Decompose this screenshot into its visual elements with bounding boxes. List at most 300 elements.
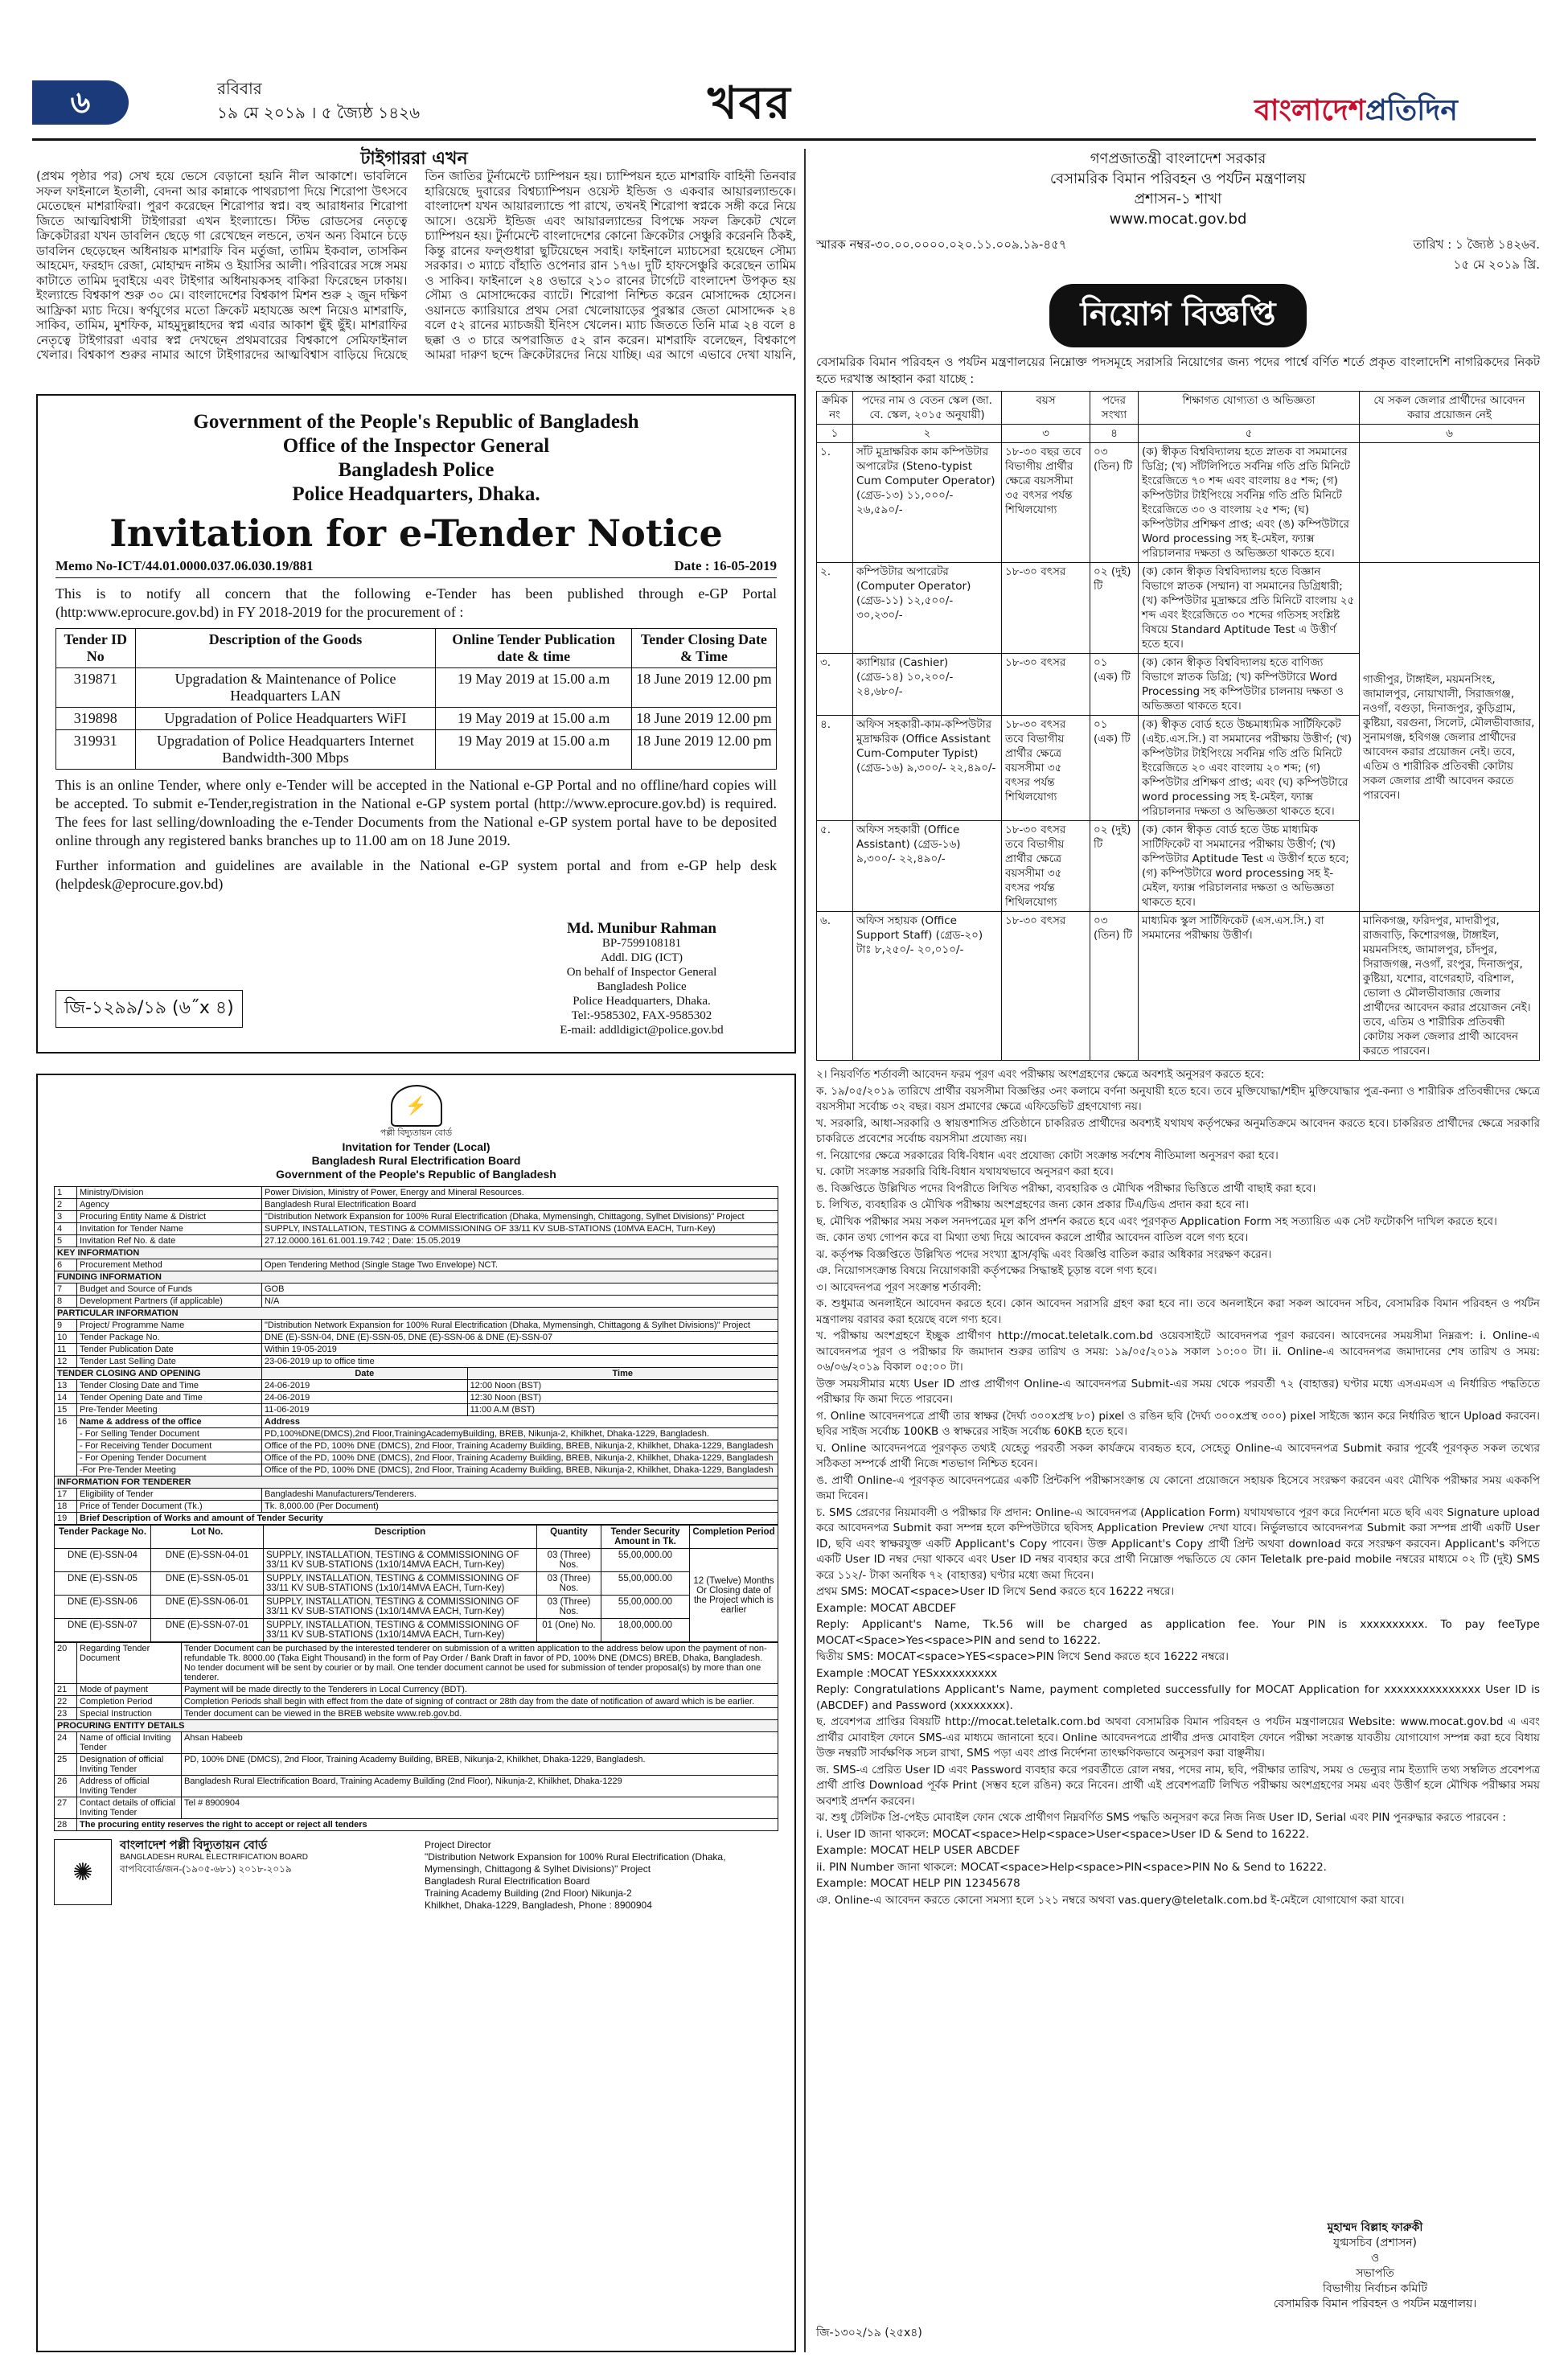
- col-header: পদের সংখ্যা: [1090, 392, 1139, 425]
- police-notice-title: Invitation for e-Tender Notice: [109, 511, 723, 555]
- row-num: 22: [55, 1696, 77, 1708]
- table-row: [55, 1572, 778, 1596]
- lot-package: DNE (E)-SSN-04: [55, 1549, 151, 1572]
- lot-amount: 18,00,000.00: [601, 1619, 690, 1642]
- reb-foot-r3: Bangladesh Rural Electrification Board: [425, 1875, 590, 1887]
- col-header: Date: [262, 1368, 468, 1380]
- reb-foot-r1: Project Director: [425, 1839, 491, 1850]
- row-num: 21: [55, 1684, 77, 1696]
- tender-pub: 19 May 2019 at 15.00 a.m: [436, 668, 631, 708]
- vacancy-post: সাঁট মুদ্রাক্ষরিক কাম কম্পিউটার অপারেটর (Steno-typist Cum Computer Operator) (গ্রেড-১৩) ১১,০০০/- ২৬,৫৯০/-: [853, 443, 1002, 563]
- col-header: Completion Period: [690, 1526, 778, 1549]
- section-label: KEY INFORMATION: [55, 1247, 778, 1259]
- condition-item: দ্বিতীয় SMS: MOCAT<space>YES<space>PIN লিখে Send করতে হবে 16222 নম্বরে।: [816, 1650, 1229, 1663]
- condition-item: ঞ. Online-এ আবেদন করতে কোনো সমস্যা হলে ১২১ নম্বরে অথবা vas.query@teletalk.com.bd ই-মেইলে যোগাযোগ করা যাবে।: [816, 1893, 1405, 1907]
- masthead: [0, 0, 1568, 141]
- table-row: [55, 1320, 778, 1332]
- table-row: [55, 1513, 778, 1525]
- row-value: Within 19-05-2019: [262, 1344, 778, 1356]
- sig-title: বেসামরিক বিমান পরিবহন ও পর্যটন মন্ত্রণালয়।: [1273, 2298, 1477, 2310]
- col-number: ৪: [1090, 425, 1139, 443]
- police-date: Date : 16-05-2019: [674, 558, 777, 573]
- section-title: খবর: [708, 77, 792, 129]
- row-key: Invitation for Tender Name: [77, 1223, 262, 1235]
- section-label: PARTICULAR INFORMATION: [55, 1308, 778, 1320]
- row-num: 17: [55, 1489, 77, 1501]
- col-header: Tender ID No: [56, 629, 136, 668]
- police-header-2: Office of the Inspector General: [282, 435, 550, 457]
- police-memo-line: [55, 558, 777, 578]
- col-number: ৫: [1139, 425, 1360, 443]
- row-key: Ministry/Division: [77, 1187, 262, 1199]
- col-header: Tender Closing Date & Time: [631, 629, 776, 668]
- condition-item: i. User ID জানা থাকলে: MOCAT<space>Help<space>User<space>User ID & Send to 16222.: [816, 1827, 1310, 1841]
- row-num: 11: [55, 1344, 77, 1356]
- gov-header-2: বেসামরিক বিমান পরিবহন ও পর্যটন মন্ত্রণালয়: [1049, 170, 1307, 187]
- lot-completion: 12 (Twelve) Months Or Closing date of the Project which is earlier: [690, 1549, 778, 1642]
- row-value: PD,100%DNE(DMCS),2nd Floor,TrainingAcademyBuilding, BREB, Nikunja-2, Khilkhet, Dhaka-1229, Bangladesh.: [262, 1428, 778, 1440]
- reb-info-table: [54, 1186, 778, 1525]
- row-num: 13: [55, 1380, 77, 1392]
- table-row: [55, 1380, 778, 1392]
- vacancy-age: ১৮-৩০ বৎসর তবে বিভাগীয় প্রার্থীর ক্ষেত্রে বয়সসীমা ৩৫ বৎসর পর্যন্ত শিথিলযোগ্য: [1002, 716, 1090, 821]
- col-header: শিক্ষাগত যোগ্যতা ও অভিজ্ঞতা: [1139, 392, 1360, 425]
- row-value: Tel # 8900904: [182, 1797, 778, 1819]
- sig-line: On behalf of Inspector General Bangladesh Police: [566, 966, 717, 993]
- tender-desc: Upgradation of Police Headquarters Internet Bandwidth-300 Mbps: [135, 730, 436, 770]
- table-row: [55, 1223, 778, 1235]
- row-key: Price of Tender Document (Tk.): [77, 1501, 262, 1513]
- row-num: 9: [55, 1320, 77, 1332]
- row-num: 26: [55, 1776, 77, 1797]
- condition-item: চ. লিখিত, ব্যবহারিক ও মৌখিক পরীক্ষায় অংশগ্রহণের জন্য কোন প্রকার টিএ/ডিএ প্রদান করা হবে না।: [816, 1198, 1249, 1211]
- row-key: Pre-Tender Meeting: [77, 1404, 262, 1416]
- table-row: [56, 708, 777, 730]
- lot-amount: 55,00,000.00: [601, 1572, 690, 1596]
- sig-email[interactable]: E-mail: addldigict@police.gov.bd: [560, 1024, 724, 1037]
- vacancy-serial: ৫.: [817, 821, 853, 912]
- table-row: [55, 1404, 778, 1416]
- vacancy-count: ০১ (এক) টি: [1090, 654, 1139, 716]
- condition-item: Example :MOCAT YESxxxxxxxxxx: [816, 1666, 998, 1680]
- row-key: Contact details of official Inviting Tender: [77, 1797, 182, 1819]
- table-row: [55, 1684, 778, 1696]
- col-header: Description: [264, 1526, 537, 1549]
- row-num: 16: [55, 1416, 77, 1477]
- vacancy-age: ১৮-৩০ বৎসর: [1002, 912, 1090, 1061]
- row-key: Address of official Inviting Tender: [77, 1776, 182, 1797]
- tender-id: 319931: [56, 730, 136, 770]
- vacancy-qualification: (ক) স্বীকৃত বিশ্ববিদ্যালয় হতে স্নাতক বা সমমানের ডিগ্রি; (খ) সাঁটলিপিতে সর্বনিম্ন গতি প্রতি মিনিটে ইংরেজিতে ৭০ শব্দ এবং বাংলায় ৪৫ শব্দ; (গ) কম্পিউটার টাইপিংয়ে সর্বনিম্ন গতি প্রতি মিনিটে ইংরেজিতে ৩০ ও বাংলায় ২৫ শব্দ; (ঘ) কম্পিউটার প্রশিক্ষণ প্রাপ্ত; এবং (ঙ) কম্পিউটারে Word processing সহ ই-মেইল, ফ্যাক্স পরিচালনার দক্ষতা ও অভিজ্ঞতা থাকতে হবে।: [1139, 443, 1360, 563]
- vacancy-serial: ৪.: [817, 716, 853, 821]
- tender-pub: 19 May 2019 at 15.00 a.m: [436, 730, 631, 770]
- notice-title: নিয়োগ বিজ্ঞপ্তি: [1049, 284, 1307, 347]
- sig-title: ও: [1370, 2252, 1380, 2265]
- row-num: 18: [55, 1501, 77, 1513]
- table-row: [55, 1797, 778, 1819]
- lot-no: DNE (E)-SSN-06-01: [151, 1596, 264, 1619]
- sig-office: Police Headquarters, Dhaka.: [573, 995, 711, 1008]
- condition-item: Reply: Applicant's Name, Tk.56 will be charged as application fee. Your PIN is xxxxxxxxxx. To pay feeType MOCAT<Space>Yes<space>PIN and send to 16222.: [816, 1618, 1540, 1647]
- reb-footer-text: [120, 1839, 308, 1875]
- conditions-list: [816, 1067, 1540, 1908]
- table-row: [55, 1344, 778, 1356]
- reb-foot-r5: Khilkhet, Dhaka-1229, Bangladesh, Phone : 8900904: [425, 1900, 652, 1911]
- condition-item: উক্ত সময়সীমার মধ্যে User ID প্রাপ্ত প্রার্থীগণ Online-এ আবেদনপত্র Submit-এর সময় থেকে পরবর্তী ৭২ (বাহাত্তর) ঘণ্টার মধ্যে এসএমএস এ নির্ধারিত পদ্ধতিতে পরীক্ষার ফি জমা দিতে পারবেন।: [816, 1377, 1540, 1406]
- vacancy-districts: [1360, 443, 1540, 563]
- sig-title: যুগ্মসচিব (প্রশাসন): [1332, 2236, 1418, 2249]
- tender-close: 18 June 2019 12.00 pm: [631, 668, 776, 708]
- mocat-signature: [1242, 2220, 1508, 2312]
- lot-package: DNE (E)-SSN-06: [55, 1596, 151, 1619]
- section-row: [55, 1247, 778, 1259]
- row-key: Eligibility of Tender: [77, 1489, 262, 1501]
- reb-footer-right: [425, 1839, 778, 1912]
- row-key: Designation of official Inviting Tender: [77, 1754, 182, 1776]
- row-date: 11-06-2019: [262, 1404, 468, 1416]
- date-label: ১৯ মে ২০১৯ । ৫ জ্যৈষ্ঠ ১৪২৬: [217, 103, 421, 122]
- table-row: [55, 1259, 778, 1271]
- table-row: [55, 1489, 778, 1501]
- row-num: 20: [55, 1643, 77, 1684]
- police-gcode: জি-১২৯৯/১৯ (৬˝x ৪): [55, 990, 243, 1028]
- row-value: Office of the PD, 100% DNE (DMCS), 2nd Floor, Training Academy Building, BREB, Nikunja-2, Khilkhet, Dhaka-1229, Bangladesh: [262, 1464, 778, 1477]
- condition-item: জ. কোন তথ্য গোপন করে বা মিথ্যা তথ্য দিয়ে আবেদন করলে প্রার্থীর আবেদন বাতিল বলে গণ্য হবে।: [816, 1231, 1249, 1244]
- condition-item: গ. Online আবেদনপত্রে প্রার্থী তার স্বাক্ষর (দৈর্ঘ্য ৩০০xপ্রস্থ ৮০) pixel ও রঙিন ছবি (দৈর্ঘ্য ৩০০xপ্রস্থ ৩০০) pixel সাইজে স্ক্যান করে নির্ধারিত স্থানে Upload করবেন। ছবির সাইজ সর্বোচ্চ 100KB ও স্বাক্ষরের সাইজ সর্বোচ্চ 60KB হতে হবে।: [816, 1409, 1540, 1438]
- reb-title-1: Invitation for Tender (Local): [342, 1140, 491, 1153]
- row-num: 3: [55, 1211, 77, 1223]
- row-num: 10: [55, 1332, 77, 1344]
- tender-close: 18 June 2019 12.00 pm: [631, 730, 776, 770]
- row-key: The procuring entity reserves the right to accept or reject all tenders: [77, 1819, 778, 1831]
- reb-foot-3: বাপবিবোর্ড/জন-(১৯০৫-৬৮১) ২০১৮-২০১৯: [120, 1863, 292, 1875]
- row-key: Mode of payment: [77, 1684, 182, 1696]
- row-value: GOB: [262, 1284, 778, 1296]
- tender-pub: 19 May 2019 at 15.00 a.m: [436, 708, 631, 730]
- row-value: Completion Periods shall begin with effect from the date of signing of contract or 28th day from the date of notification of award which is be earlier.: [182, 1696, 778, 1708]
- table-row: [55, 1732, 778, 1754]
- table-row: [55, 1596, 778, 1619]
- police-para-2: This is an online Tender, where only e-Tender will be accepted in the National e-GP Portal and no offline/hard copies will be accepted. To submit e-Tender,registration in the National e-GP system portal (http://www.eprocure.gov.bd) is required. The fees for last selling/downloading the e-Tender Documents from the National e-GP system portal have to be deposited online through any registered banks branches up to 11.00 am on 18 June 2019.: [55, 777, 777, 848]
- row-key: Tender Package No.: [77, 1332, 262, 1344]
- row-value: Ahsan Habeeb: [182, 1732, 778, 1754]
- col-header: পদের নাম ও বেতন স্কেল (জা. বে. স্কেল, ২০১৫ অনুযায়ী): [853, 392, 1002, 425]
- table-row: [817, 563, 1540, 654]
- vacancy-count: ০৩ (তিন) টি: [1090, 443, 1139, 563]
- police-para-3: Further information and guidelines are available in the National e-GP system portal and from e-GP help desk (helpdesk@eprocure.gov.bd): [55, 857, 777, 892]
- table-row: [55, 1754, 778, 1776]
- lot-qty: 01 (One) No.: [537, 1619, 601, 1642]
- row-value: PD, 100% DNE (DMCS), 2nd Floor, Training Academy Building, BREB, Nikunja-2, Khilkhet, Dhaka-1229, Bangladesh.: [182, 1754, 778, 1776]
- reb-title-2: Bangladesh Rural Electrification Board: [311, 1154, 521, 1167]
- vacancy-serial: ৩.: [817, 654, 853, 716]
- memo-date-2: ১৫ মে ২০১৯ খ্রি.: [1453, 257, 1540, 272]
- row-num: 8: [55, 1296, 77, 1308]
- table-row: [55, 1235, 778, 1247]
- reb-footer-left: [54, 1839, 308, 1912]
- lot-no: DNE (E)-SSN-04-01: [151, 1549, 264, 1572]
- vacancy-districts: গাজীপুর, টাঙ্গাইল, ময়মনসিংহ, জামালপুর, নোয়াখালী, সিরাজগঞ্জ, নওগাঁ, বগুড়া, দিনাজপুর, কুড়িগ্রাম, কুষ্টিয়া, বরগুনা, সিলেট, মৌলভীবাজার, সুনামগঞ্জ, হবিগঞ্জ জেলার প্রার্থীদের আবেদন করার প্রয়োজন নেই। তবে, এতিম ও শারীরিক প্রতিবন্ধী কোটায় সকল জেলার প্রার্থী আবেদন করতে পারবেন।: [1360, 563, 1540, 912]
- header-rule: [32, 138, 1536, 141]
- lot-desc: SUPPLY, INSTALLATION, TESTING & COMMISSIONING OF 33/11 KV SUB-STATIONS (1x10/14MVA EACH, Turn-Key): [264, 1596, 537, 1619]
- news-headline: টাইগাররা এখন: [360, 149, 468, 169]
- condition-item: গ. নিয়োগের ক্ষেত্রে সরকারের বিধি-বিধান এবং প্রযোজ্য কোটা সংক্রান্ত সর্বশেষ নীতিমালা অনুসরণ করা হবে।: [816, 1148, 1279, 1162]
- police-tender-table: [55, 628, 777, 770]
- table-row: [55, 1501, 778, 1513]
- section-row: [55, 1308, 778, 1320]
- col-number: ৬: [1360, 425, 1540, 443]
- condition-item: জ. SMS-এ প্রেরিত User ID এবং Password ব্যবহার করে পরবর্তীতে রোল নম্বর, পদের নাম, ছবি, পরীক্ষার তারিখ, সময় ও ভেন্যুর নাম ইত্যাদি তথ্য সম্বলিত প্রবেশপত্র প্রার্থী প্রাপ্তি Download পূর্বক Print (সম্ভব হলে রঙিন) করে নিবেন। প্রার্থী এই প্রবেশপত্রটি লিখিত পরীক্ষায় অংশগ্রহণের সময় এবং উত্তীর্ণ হলে মৌখিক পরীক্ষার সময় অবশ্যই প্রদর্শন করবেন।: [816, 1763, 1540, 1808]
- table-row: [55, 1284, 778, 1296]
- gov-header-3: প্রশাসন-১ শাখা: [1134, 191, 1222, 207]
- row-num: 23: [55, 1708, 77, 1720]
- table-row: [817, 912, 1540, 1061]
- condition-item: খ. পরীক্ষায় অংশগ্রহণে ইচ্ছুক প্রার্থীগণ http://mocat.teletalk.com.bd ওয়েবসাইটে আবেদনপত্র পূরণ করবেন। আবেদনের সময়সীমা নিম্নরূপ: i. Online-এ আবেদনপত্র পূরণ ও পরীক্ষার ফি জমাদান শুরুর তারিখ ও সময়: ১৯/০৫/২০১৯ সকাল ১০:০০ টা। ii. Online-এ আবেদনপত্র জমাদানের শেষ তারিখ ও সময়: ০৬/০৬/২০১৯ বিকাল ০৫:০০ টা।: [816, 1329, 1540, 1374]
- row-key: Project/ Programme Name: [77, 1320, 262, 1332]
- col-header: বয়স: [1002, 392, 1090, 425]
- lot-desc: SUPPLY, INSTALLATION, TESTING & COMMISSIONING OF 33/11 KV SUB-STATIONS (1x10/14MVA EACH, Turn-Key): [264, 1549, 537, 1572]
- row-num: 27: [55, 1797, 77, 1819]
- row-value: 23-06-2019 up to office time: [262, 1356, 778, 1368]
- vacancy-age: ১৮-৩০ বৎসর: [1002, 563, 1090, 654]
- table-row: [55, 1696, 778, 1708]
- tender-id: 319871: [56, 668, 136, 708]
- condition-item: ৩। আবেদনপত্র পূরণ সংক্রান্ত শর্তাবলী:: [816, 1280, 982, 1294]
- row-value: Power Division, Ministry of Power, Energy and Mineral Resources.: [262, 1187, 778, 1199]
- memo-date-1: তারিখ : ১ জ্যৈষ্ঠ ১৪২৬ব.: [1413, 237, 1540, 252]
- col-header: Tender Package No.: [55, 1526, 151, 1549]
- police-header-4: Police Headquarters, Dhaka.: [292, 483, 540, 505]
- table-row: [55, 1392, 778, 1404]
- col-header: Lot No.: [151, 1526, 264, 1549]
- table-row: [55, 1464, 778, 1477]
- row-key: Brief Description of Works and amount of Tender Security: [77, 1513, 778, 1525]
- condition-item: ঙ. বিজ্ঞপ্তিতে উল্লিখিত পদের বিপরীতে লিখিত পরীক্ষা, ব্যবহারিক ও মৌখিক পরীক্ষার ভিত্তিতে প্রার্থী বাছাই করা হবে।: [816, 1181, 1316, 1195]
- lot-desc: SUPPLY, INSTALLATION, TESTING & COMMISSIONING OF 33/11 KV SUB-STATIONS (1x10/14MVA EACH, Turn-Key): [264, 1572, 537, 1596]
- row-key: Development Partners (if applicable): [77, 1296, 262, 1308]
- memo-dates: [1413, 236, 1540, 276]
- sig-title: সভাপতি: [1356, 2267, 1394, 2280]
- vacancy-age: ১৮-৩০ বছর তবে বিভাগীয় প্রার্থীর ক্ষেত্রে বয়সসীমা ৩৫ বৎসর পর্যন্ত শিথিলযোগ্য: [1002, 443, 1090, 563]
- lot-qty: 03 (Three) Nos.: [537, 1596, 601, 1619]
- vacancy-post: অফিস সহকারী (Office Assistant) (গ্রেড-১৬) ৯,৩০০/- ২২,৪৯০/-: [853, 821, 1002, 912]
- row-num: 7: [55, 1284, 77, 1296]
- lot-amount: 55,00,000.00: [601, 1549, 690, 1572]
- reb-lot-table: [54, 1525, 778, 1642]
- row-key: Special Instruction: [77, 1708, 182, 1720]
- col-header: Description of the Goods: [135, 629, 436, 668]
- newspaper-logo: [1254, 88, 1458, 137]
- sig-title: Addl. DIG (ICT): [600, 951, 683, 964]
- reb-seal-icon: ✺: [54, 1839, 112, 1905]
- sig-title: বিভাগীয় নির্বাচন কমিটি: [1323, 2282, 1427, 2295]
- row-num: 19: [55, 1513, 77, 1525]
- police-memo: Memo No-ICT/44.01.0000.037.06.030.19/881: [55, 558, 314, 573]
- notice-intro: বেসামরিক বিমান পরিবহন ও পর্যটন মন্ত্রণালয়ের নিম্নোক্ত পদসমূহে সরাসরি নিয়োগের জন্য পদের পার্শ্বে বর্ণিত শর্তে প্রকৃত বাংলাদেশি নাগরিকদের নিকট হতে দরখাস্ত আহ্বান করা যাচ্ছে :: [816, 355, 1540, 386]
- memo-number: স্মারক নম্বর-৩০.০০.০০০০.০২০.১১.০০৯.১৯-৪৫৭: [816, 237, 1067, 252]
- condition-item: ঘ. কোটা সংক্রান্ত সরকারি বিধি-বিধান যথাযথভাবে অনুসরণ করা হবে।: [816, 1165, 1114, 1178]
- condition-item: ঘ. Online আবেদনপত্রে পূরণকৃত তথ্যই যেহেতু পরবর্তী সকল কার্যক্রমে ব্যবহৃত হবে, সেহেতু Online-এ আবেদনপত্র Submit করার পূর্বেই পূরণকৃত সকল তথ্যের সঠিকতা সম্পর্কে প্রার্থী নিজে শতভাগ নিশ্চিত হবেন।: [816, 1441, 1540, 1470]
- gov-website[interactable]: www.mocat.gov.bd: [1109, 211, 1247, 228]
- condition-item: প্রথম SMS: MOCAT<space>User ID লিখে Send করতে হবে 16222 নম্বরে।: [816, 1585, 1175, 1598]
- tender-desc: Upgradation & Maintenance of Police Headquarters LAN: [135, 668, 436, 708]
- row-num: 6: [55, 1259, 77, 1271]
- table-row: [56, 730, 777, 770]
- row-key: Budget and Source of Funds: [77, 1284, 262, 1296]
- col-header: Time: [467, 1368, 778, 1380]
- row-value: Bangladesh Rural Electrification Board: [262, 1199, 778, 1211]
- condition-item: ঞ. নিয়োগসংক্রান্ত বিষয়ে নিয়োগকারী কর্তৃপক্ষের সিদ্ধান্তই চূড়ান্ত বলে গণ্য হবে।: [816, 1264, 1157, 1277]
- table-row: [55, 1428, 778, 1440]
- row-value: Tender Document can be purchased by the interested tenderer on submission of a written application to the address below upon the payment of non-refundable Tk. 8000.00 (Taka Eight Thousand) in the form of Pay Order / Bank Draft in favor of PD, 100% DNE (DMCS) BREB, Dhaka, Bangladesh. No tender document will be sent by courier or by mail. One tender document cannot be used for submission of tender proposal(s) by more than one tenderer.: [182, 1643, 778, 1684]
- section-label: PROCURING ENTITY DETAILS: [55, 1720, 778, 1732]
- table-row: [55, 1187, 778, 1199]
- row-value: "Distribution Network Expansion for 100% Rural Electrification (Dhaka, Mymensingh, Chittagong & Sylhet Divisions)" Project: [262, 1320, 778, 1332]
- row-key: Name & address of the office: [77, 1416, 262, 1428]
- row-value: Bangladesh Rural Electrification Board, Training Academy Building (2nd Floor), Nikunja-2, Khilkhet, Dhaka-1229: [182, 1776, 778, 1797]
- mocat-gcode: জি-১৩০২/১৯ (২৫x৪): [816, 2327, 922, 2339]
- reb-foot-1: বাংলাদেশ পল্লী বিদ্যুতায়ন বোর্ড: [120, 1838, 268, 1852]
- lot-qty: 03 (Three) Nos.: [537, 1549, 601, 1572]
- row-num: 14: [55, 1392, 77, 1404]
- police-header-1: Government of the People's Republic of Bangladesh: [193, 411, 639, 433]
- vacancy-count: ০২ (দুই) টি: [1090, 563, 1139, 654]
- row-value: Office of the PD, 100% DNE (DMCS), 2nd Floor, Training Academy Building, BREB, Nikunja-2, Khilkhet, Dhaka-1229, Bangladesh: [262, 1440, 778, 1452]
- row-key: Agency: [77, 1199, 262, 1211]
- section-label: TENDER CLOSING AND OPENING: [55, 1368, 262, 1380]
- reb-title-3: Government of the People's Republic of Bangladesh: [276, 1168, 556, 1181]
- day-label: রবিবার: [217, 79, 262, 98]
- gov-header-1: গণপ্রজাতন্ত্রী বাংলাদেশ সরকার: [1090, 150, 1266, 167]
- row-key: Name of official Inviting Tender: [77, 1732, 182, 1754]
- row-key: Completion Period: [77, 1696, 182, 1708]
- row-key: Tender Closing Date and Time: [77, 1380, 262, 1392]
- row-num: 5: [55, 1235, 77, 1247]
- vacancy-age: ১৮-৩০ বৎসর: [1002, 654, 1090, 716]
- col-header: Tender Security Amount in Tk.: [601, 1526, 690, 1549]
- vacancy-count: ০২ (দুই) টি: [1090, 821, 1139, 912]
- row-key: Invitation Ref No. & date: [77, 1235, 262, 1247]
- row-num: 4: [55, 1223, 77, 1235]
- sig-bp: BP-7599108181: [601, 937, 682, 950]
- condition-item: চ. SMS প্রেরণের নিয়মাবলী ও পরীক্ষার ফি প্রদান: Online-এ আবেদনপত্র (Application Form) যথাযথভাবে পূরণ করে নির্দেশনা মতে ছবি এবং Signature upload করে আবেদনপত্র Submit করা সম্পন্ন হলে কম্পিউটারে ছবিসহ Application Preview দেখা যাবে। নির্ভুলভাবে আবেদনপত্র Submit করা সম্পন্ন প্রার্থী একটি User ID, ছবি এবং স্বাক্ষরযুক্ত একটি Applicant's Copy পাবেন। উক্ত Applicant's Copy প্রার্থী প্রিন্ট অথবা download করে সংরক্ষণ করবেন। Applicant's কপিতে একটি User ID নম্বর দেয়া থাকবে এবং User ID নম্বর ব্যবহার করে প্রার্থী নিম্নোক্ত পদ্ধতিতে যে কোন Teletalk pre-paid mobile নম্বরের মাধ্যমে ০২ টি (দুই) SMS করে ১১২/- টাকা অনধিক ৭২ (বাহাত্তর) ঘণ্টার মধ্যে জমা দিবেন।: [816, 1505, 1540, 1582]
- police-tender-notice: [36, 394, 796, 1054]
- row-num: 12: [55, 1356, 77, 1368]
- col-header: যে সকল জেলার প্রার্থীদের আবেদন করার প্রয়োজন নেই: [1360, 392, 1540, 425]
- table-row: [55, 1332, 778, 1344]
- row-date: 24-06-2019: [262, 1392, 468, 1404]
- table-row: [55, 1776, 778, 1797]
- table-row: [55, 1549, 778, 1572]
- reb-foot-r4: Training Academy Building (2nd Floor) Nikunja-2: [425, 1887, 632, 1899]
- section-row: [55, 1368, 778, 1380]
- reb-tender-notice: [36, 1074, 796, 2352]
- vacancy-post: কম্পিউটার অপারেটর (Computer Operator) (গ্রেড-১১) ১২,৫০০/- ৩০,২৩০/-: [853, 563, 1002, 654]
- reb-foot-r2: "Distribution Network Expansion for 100% Rural Electrification (Dhaka, Mymensingh, Chittagong & Sylhet Divisions)" Project: [425, 1851, 726, 1875]
- police-intro: This is to notify all concern that the following e-Tender has been published through e-GP Portal (http:www.eprocure.gov.bd) in FY 2018-2019 for the procurement of :: [55, 585, 777, 620]
- section-row: [55, 1477, 778, 1489]
- row-num: 2: [55, 1199, 77, 1211]
- table-row: [56, 668, 777, 708]
- police-header-3: Bangladesh Police: [338, 459, 495, 481]
- condition-item: ছ. মৌখিক পরীক্ষার সময় সকল সনদপত্রের মূল কপি প্রদর্শন করতে হবে এবং পূরণকৃত Application Form সহ সত্যায়িত এক সেট ফটোকপি দাখিল করতে হবে।: [816, 1214, 1497, 1228]
- row-num: 28: [55, 1819, 77, 1831]
- row-date: 24-06-2019: [262, 1380, 468, 1392]
- row-key: Tender Publication Date: [77, 1344, 262, 1356]
- row-key: Procurement Method: [77, 1259, 262, 1271]
- table-row: [55, 1452, 778, 1464]
- vacancy-table: [816, 391, 1540, 1061]
- col-number: ১: [817, 425, 853, 443]
- vacancy-count: ০১ (এক) টি: [1090, 716, 1139, 821]
- row-value: SUPPLY, INSTALLATION, TESTING & COMMISSIONING OF 33/11 KV SUB-STATIONS (10MVA EACH, Turn-Key): [262, 1223, 778, 1235]
- sig-name: মুহাম্মদ বিল্লাহ ফারুকী: [1327, 2221, 1423, 2234]
- condition-item: ২। নিয়বর্ণিত শর্তাবলী আবেদন ফরম পূরণ এবং পরীক্ষায় অংশগ্রহণের ক্ষেত্রে অবশ্যই অনুসরণ করতে হবে:: [816, 1068, 1265, 1081]
- row-key: Procuring Entity Name & District: [77, 1211, 262, 1223]
- lot-amount: 55,00,000.00: [601, 1596, 690, 1619]
- row-value: DNE (E)-SSN-04, DNE (E)-SSN-05, DNE (E)-SSN-06 & DNE (E)-SSN-07: [262, 1332, 778, 1344]
- row-num: 15: [55, 1404, 77, 1416]
- tender-id: 319898: [56, 708, 136, 730]
- table-row: [55, 1440, 778, 1452]
- lot-package: DNE (E)-SSN-05: [55, 1572, 151, 1596]
- vacancy-post: ক্যাশিয়ার (Cashier) (গ্রেড-১৪) ১০,২০০/- ২৪,৬৮০/-: [853, 654, 1002, 716]
- lot-desc: SUPPLY, INSTALLATION, TESTING & COMMISSIONING OF 33/11 KV SUB-STATIONS (1x10/14MVA EACH, Turn-Key): [264, 1619, 537, 1642]
- row-time: 11:00 A.M (BST): [467, 1404, 778, 1416]
- condition-item: Example: MOCAT HELP USER ABCDEF: [816, 1844, 1020, 1857]
- section-row: [55, 1271, 778, 1284]
- vacancy-qualification: (ক) কোন স্বীকৃত বিশ্ববিদ্যালয় হতে বিজ্ঞান বিভাগে স্নাতক (সম্মান) বা সমমানের ডিগ্রিধারী; (খ) কম্পিউটার মুদ্রাক্ষরে প্রতি মিনিটে বাংলায় ২৫ শব্দ এবং ইংরেজিতে ৩০ শব্দের গতিসহ সংশ্লিষ্ট বিষয়ে Standard Aptitude Test এ উত্তীর্ণ হতে হবে।: [1139, 563, 1360, 654]
- condition-item: Reply: Congratulations Applicant's Name, payment completed successfully for MOCAT Application for xxxxxxxxxxxxxxx User ID is (ABCDEF) and Password (xxxxxxxx).: [816, 1683, 1540, 1712]
- row-value: Payment will be made directly to the Tenderers in Local Currency (BDT).: [182, 1684, 778, 1696]
- row-key: -For Pre-Tender Meeting: [77, 1464, 262, 1477]
- table-row: [55, 1356, 778, 1368]
- condition-item: খ. সরকারি, আধা-সরকারি ও স্বায়ত্তশাসিত প্রতিষ্ঠানে চাকরিরত প্রার্থীদের অবশ্যই যথাযথ কর্তৃপক্ষের অনুমতিক্রমে আবেদন করতে হবে। চাকরিরত প্রার্থীদের ক্ষেত্রে সরকারি চাকরিতে প্রবেশের সর্বোচ্চ বয়সসীমা প্রযোজ্য নয়।: [816, 1116, 1540, 1145]
- row-num: 1: [55, 1187, 77, 1199]
- row-value: Address: [262, 1416, 778, 1428]
- col-number: ৩: [1002, 425, 1090, 443]
- reb-logo-icon: ⚡: [391, 1085, 442, 1127]
- row-key: - For Receiving Tender Document: [77, 1440, 262, 1452]
- memo-line: [816, 236, 1540, 276]
- page-number: ৬: [32, 80, 129, 125]
- condition-item: Example: MOCAT HELP PIN 12345678: [816, 1877, 1020, 1890]
- vacancy-serial: ২.: [817, 563, 853, 654]
- reb-logo-caption: পল্লী বিদ্যুতায়ন বোর্ড: [380, 1128, 453, 1138]
- vacancy-qualification: (ক) কোন স্বীকৃত বোর্ড হতে উচ্চ মাধ্যমিক সার্টিফিকেট বা সমমানের পরীক্ষায় উত্তীর্ণ; (খ) কম্পিউটার Aptitude Test এ উত্তীর্ণ হতে হবে; (গ) কম্পিউটারে word processing সহ ই-মেইল, ফ্যাক্স পরিচালনার দক্ষতা ও অভিজ্ঞতা থাকতে হবে।: [1139, 821, 1360, 912]
- table-row: [817, 443, 1540, 563]
- col-header: Quantity: [537, 1526, 601, 1549]
- row-value: "Distribution Network Expansion for 100% Rural Electrification (Dhaka, Mymensingh, Chittagong, Sylhet Divisions)" Project: [262, 1211, 778, 1223]
- vacancy-serial: ১.: [817, 443, 853, 563]
- condition-item: Example: MOCAT ABCDEF: [816, 1601, 957, 1615]
- row-value: Tender document can be viewed in the BREB website www.reb.gov.bd.: [182, 1708, 778, 1720]
- row-value: Open Tendering Method (Single Stage Two Envelope) NCT.: [262, 1259, 778, 1271]
- news-body: (প্রথম পৃষ্ঠার পর) সেখ হয়ে ভেসে বেড়ানো হয়নি নীল আকাশে। ভাবলিনে সফল ফাইনালে ইতালী, বেদনা আর কান্নাকে পাথরচাপা দিয়ে শিরোপা উৎসবে মেতেছেন মাশরাফিরা। পুরণ করেছেন শিরোপার স্বপ্ন। বহু আরাধনার শিরোপা জিতে আত্মবিশ্বাসী টাইগাররা এখন ইংল্যান্ডে। স্টিভ রোডসের নেতৃত্বে ক্রিকেটাররা যখন ডাবলিন ছেড়ে গা রেখেছেন লন্ডনে, তখন অন্য বিমানে চড়ে ডাবলিন ছেড়েছেন অধিনায়ক মাশরাফি বিন মর্তুজা, তামিম ইকবাল, তাসকিন আহমেদ, ফরহাদ রেজা, মোহাম্মদ নাঈম ও ইয়াসির আলী। পরিবারের সঙ্গে সময় কাটাতে তামিম দুবাইয়ে এবং টাইগার অধিনায়কসহ বাকিরা ফিরেছেন ঢাকায়। ইংল্যান্ডে বিশ্বকাপ শুরু ৩০ মে। বাংলাদেশের বিশ্বকাপ মিশন শুরু ২ জুন দক্ষিণ আফ্রিকা ম্যাচ দিয়ে। স্বর্ণযুগের মতো ক্রিকেট মহাযজ্ঞে অংশ নিয়েও মাশরাফি, সাকিব, তামিম, মুশফিক, মাহমুদুল্লাহদের স্বপ্ন এবার আকাশ ছুঁই ছুঁই। মাশরাফির নেতৃত্বে টাইগাররা এবার স্বপ্ন দেখছেন প্রথমবারের বিশ্বকাপে সেমিফাইনাল খেলার। বিশ্বকাপ শুরুর নামার আগে টাইগারদের আত্মবিশ্বাস বাড়িয়ে দিয়েছে তিন জাতির টুর্নামেন্টে চ্যাম্পিয়ন হয়। চ্যাম্পিয়ন হতে মাশরাফি বাহিনী তিনবার হারিয়েছে দুবারের বিশ্বচ্যাম্পিয়ন ওয়েস্ট ইন্ডিজ ও একবার আয়ারল্যান্ডকে। বাংলাদেশ যখন আয়ারল্যান্ডে পা রাখে, তখনই শিরোপা স্বপ্নকে সঙ্গী করে নিয়ে আসে। ওয়েস্ট ইন্ডিজ এবং আয়ারল্যান্ডের বিপক্ষে সফল ক্রিকেট খেলে চ্যাম্পিয়ন হয়। টুর্নামেন্টে বাংলাদেশের কোনো ক্রিকেটার সেঞ্চুরি করেননি ঠিকই, কিন্তু রানের ফল্গুধারা ছুটিয়েছেন সবাই। ফাইনালে ম্যাচসেরা হয়েছেন সৌম্য সরকার। ৩ ম্যাচে বাঁহাতি ওপেনার রান ১৭৬। দুটি হাফসেঞ্চুরি করেছেন তামিম ও সাকিব। ফাইনালে ২৪ ওভারে ২১০ রানের টার্গেটে বাংলাদেশ উপকৃত হয় সৌম্য ও মোসাদ্দেকের ব্যাটে। শিরোপা নিশ্চিত করেন মোসাদ্দেক হোসেন। ওয়ানডে ক্যারিয়ারে প্রথম সেরা খেলোয়াড়ের পুরস্কার জেতা মোসাদ্দেক ২৪ বলে ৫২ রানের ম্যাচজয়ী ইনিংস খেলেন। ম্যাচ জিততে তিনি মাত্র ২৪ বলে ৪ ছক্কা ও ৩ চারে অপরাজিত ৫২ রান করেন। মাশরাফি বলেছেন, বিশ্বকাপে আমরা দারুণ ছন্দে ক্রিকেটারদের নিয়ে যাচ্ছি। এর আগে এভাবে দেখা যায়নি,: [36, 169, 796, 362]
- row-num: 25: [55, 1754, 77, 1776]
- vacancy-age: ১৮-৩০ বৎসর তবে বিভাগীয় প্রার্থীর ক্ষেত্রে বয়সসীমা ৩৫ বৎসর পর্যন্ত শিথিলযোগ্য: [1002, 821, 1090, 912]
- table-row: [55, 1211, 778, 1223]
- vacancy-post: অফিস সহকারী-কাম-কম্পিউটার মুদ্রাক্ষরিক (Office Assistant Cum-Computer Typist) (গ্রেড-১৬) ৯,৩০০/- ২২,৪৯০/-: [853, 716, 1002, 821]
- table-row: [55, 1819, 778, 1831]
- reb-foot-2: BANGLADESH RURAL ELECTRIFICATION BOARD: [120, 1853, 308, 1862]
- section-label: FUNDING INFORMATION: [55, 1271, 778, 1284]
- vacancy-count: ০৩ (তিন) টি: [1090, 912, 1139, 1061]
- table-row: [55, 1199, 778, 1211]
- tender-desc: Upgradation of Police Headquarters WiFI: [135, 708, 436, 730]
- police-signature: [537, 922, 746, 1037]
- lot-no: DNE (E)-SSN-07-01: [151, 1619, 264, 1642]
